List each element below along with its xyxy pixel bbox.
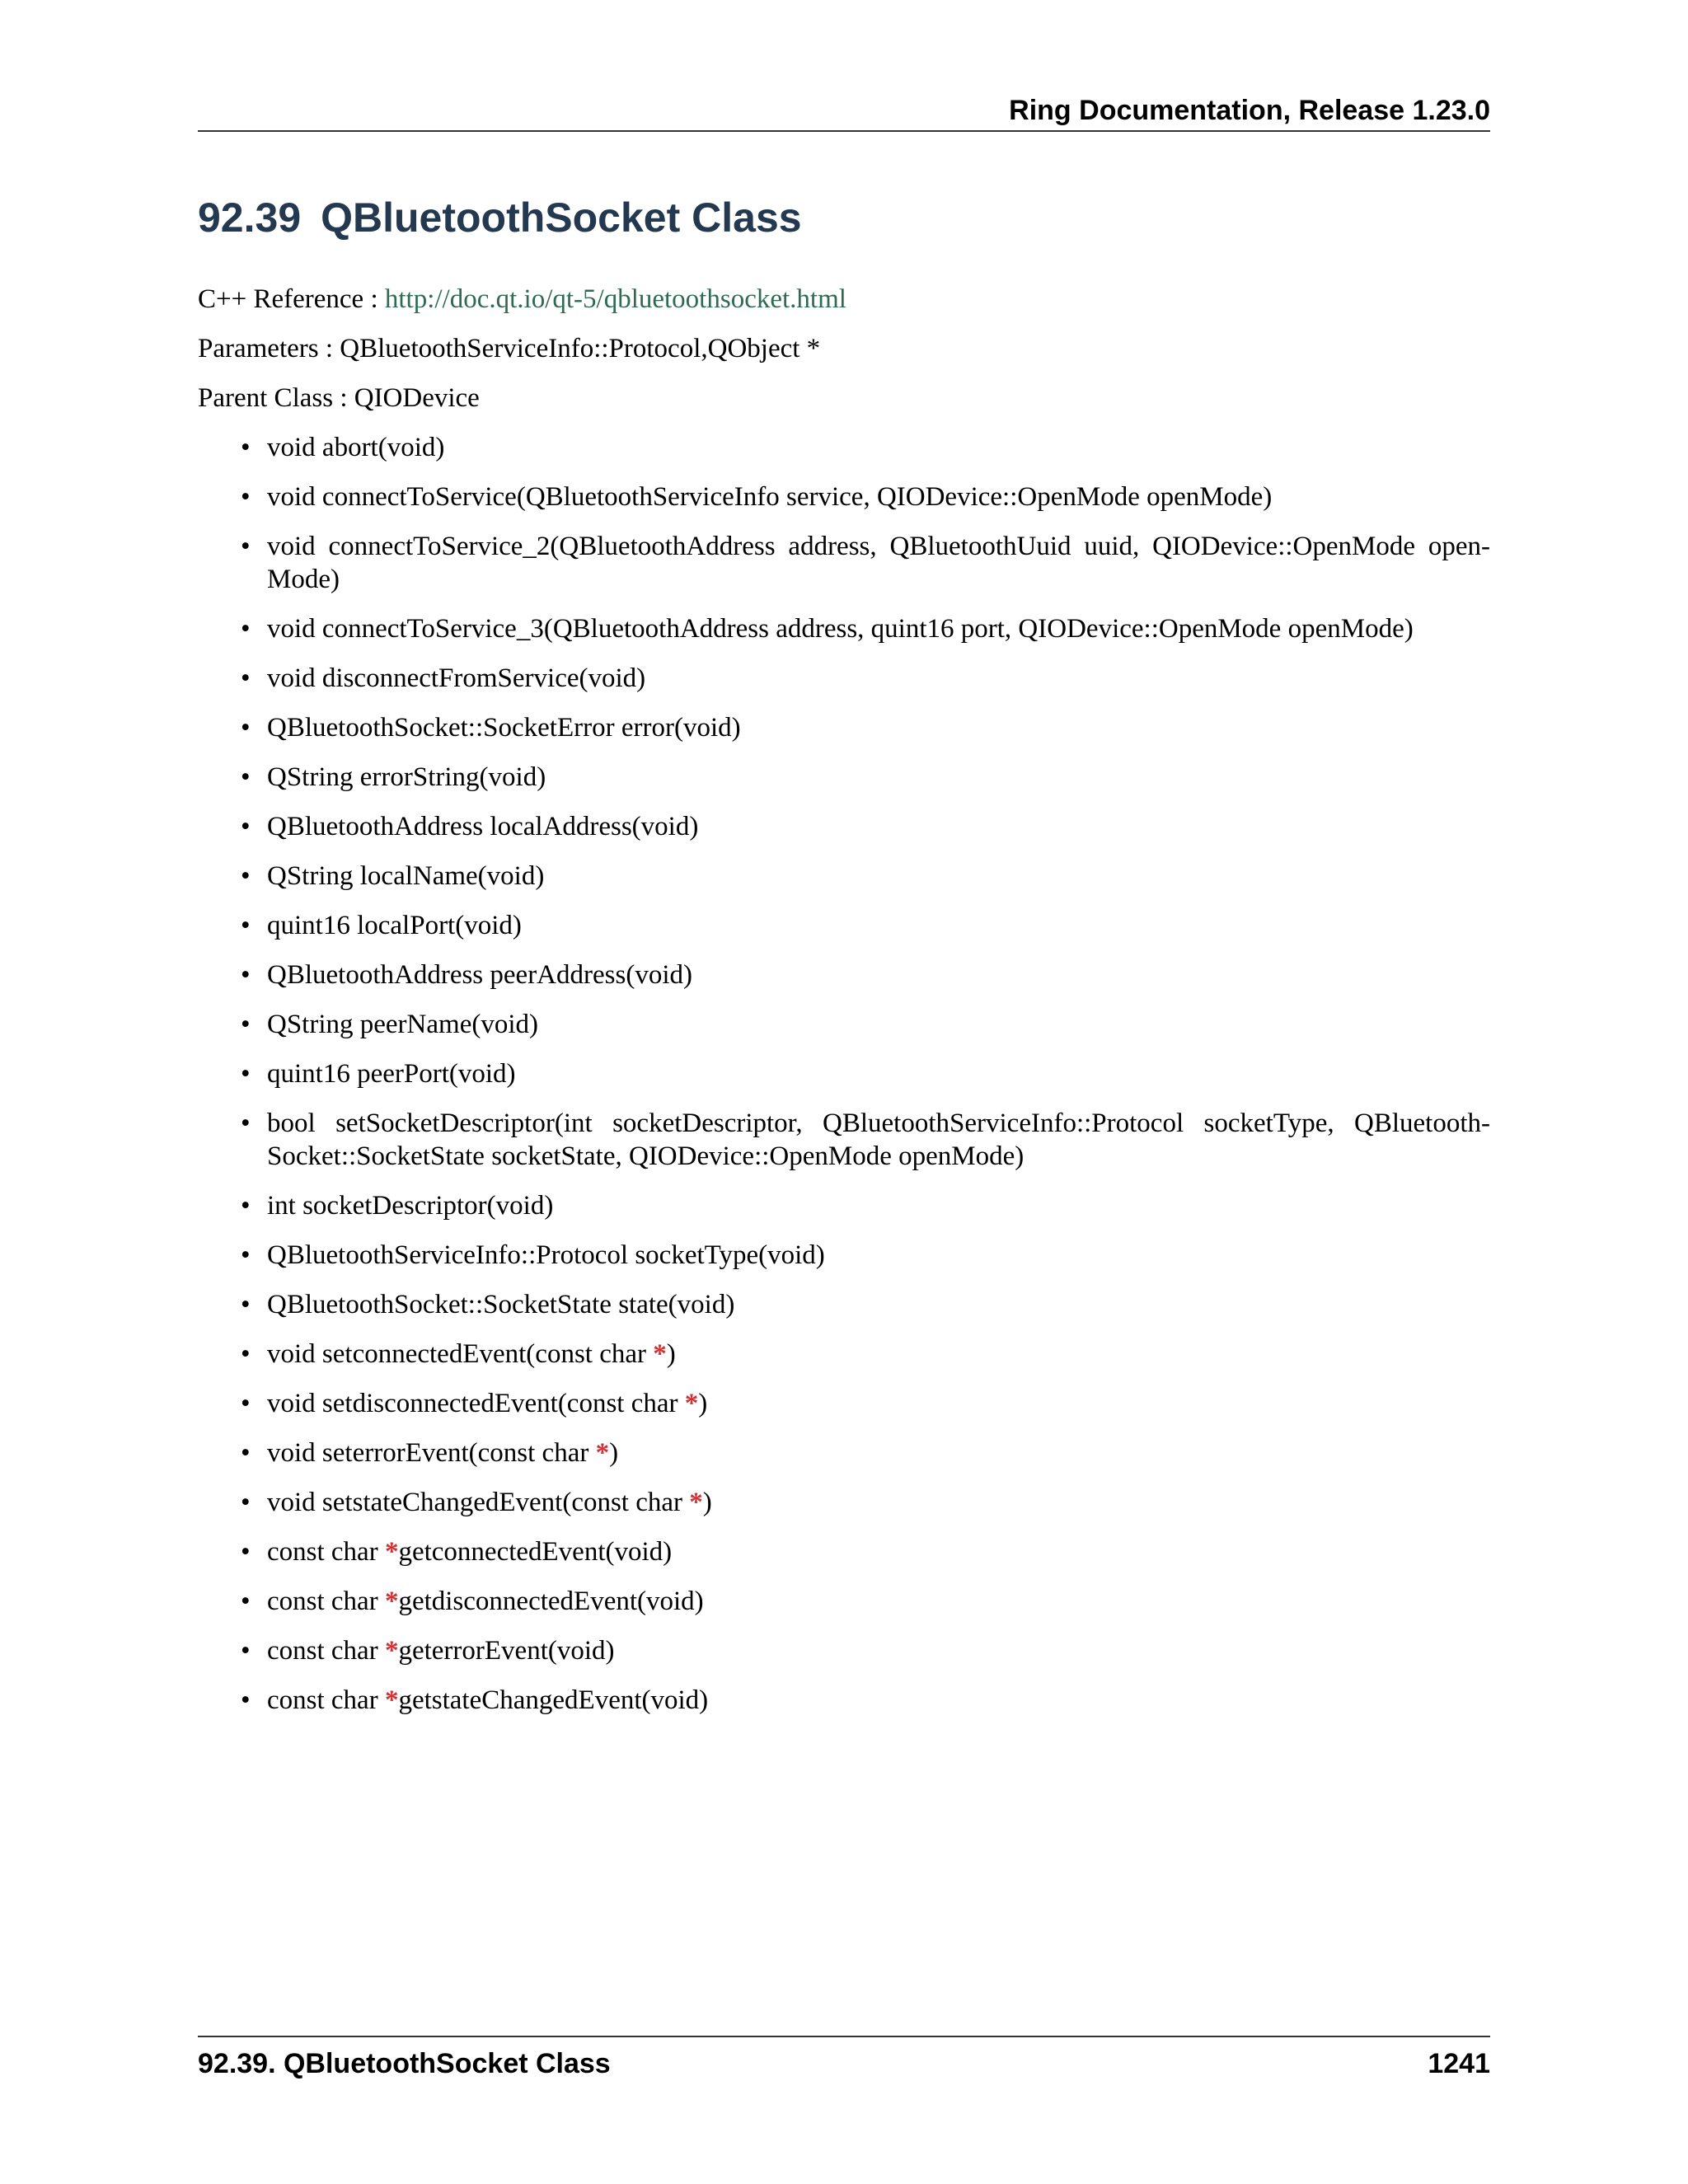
method-item <box>241 431 1490 464</box>
method-signature-tail: getstateChangedEvent(void) <box>398 1685 709 1715</box>
method-item <box>241 1486 1490 1519</box>
method-item <box>241 530 1490 596</box>
bullet-icon: • <box>241 1537 251 1567</box>
method-signature-tail: ) <box>666 1339 676 1369</box>
bullet-icon: • <box>241 433 251 462</box>
method-signature: QString localName(void) <box>267 861 545 891</box>
bullet-icon: • <box>241 1586 251 1616</box>
method-signature: quint16 localPort(void) <box>267 911 522 940</box>
method-signature: void connectToService(QBluetoothServiceInfo service, QIODevice::OpenMode openMode) <box>267 482 1273 512</box>
footer-section-ref: 92.39. QBluetoothSocket Class <box>198 2048 611 2079</box>
method-signature: void setdisconnectedEvent(const char <box>267 1389 685 1418</box>
bullet-icon: • <box>241 1108 251 1138</box>
method-list <box>198 431 1490 1717</box>
footer-page-number: 1241 <box>1428 2048 1490 2079</box>
header-title: Ring Documentation, Release 1.23.0 <box>1009 95 1490 126</box>
method-item <box>241 1189 1490 1222</box>
bullet-icon: • <box>241 1290 251 1319</box>
method-signature: void setconnectedEvent(const char <box>267 1339 654 1369</box>
method-signature: void connectToService_3(QBluetoothAddress address, quint16 port, QIODevice::OpenMode openMode) <box>267 614 1414 644</box>
bullet-icon: • <box>241 1010 251 1039</box>
method-item <box>241 1338 1490 1371</box>
method-signature: const char <box>267 1685 385 1715</box>
method-signature-tail: ) <box>702 1488 712 1517</box>
parameters-label: Parameters : <box>198 334 340 363</box>
method-signature: QBluetoothServiceInfo::Protocol socketType(void) <box>267 1240 825 1270</box>
method-item <box>241 612 1490 645</box>
pointer-asterisk: * <box>595 1438 610 1468</box>
method-signature: void setstateChangedEvent(const char <box>267 1488 690 1517</box>
method-signature-tail: getdisconnectedEvent(void) <box>398 1586 704 1616</box>
method-item <box>241 480 1490 513</box>
bullet-icon: • <box>241 1636 251 1666</box>
bullet-icon: • <box>241 1191 251 1221</box>
method-signature: const char <box>267 1586 385 1616</box>
pointer-asterisk: * <box>684 1389 699 1418</box>
method-item <box>241 860 1490 893</box>
method-signature: QString errorString(void) <box>267 762 546 792</box>
bullet-icon: • <box>241 1685 251 1715</box>
parent-class-value: QIODevice <box>354 383 480 413</box>
method-signature: QBluetoothSocket::SocketError error(void) <box>267 713 741 743</box>
section-heading <box>198 191 802 244</box>
bullet-icon: • <box>241 663 251 693</box>
method-signature: const char <box>267 1537 385 1567</box>
method-item <box>241 1239 1490 1272</box>
bullet-icon: • <box>241 482 251 512</box>
parameters-value: QBluetoothServiceInfo::Protocol,QObject * <box>340 334 821 363</box>
method-signature: const char <box>267 1636 385 1666</box>
cpp-reference <box>198 283 1490 316</box>
method-signature-tail: getconnectedEvent(void) <box>398 1537 673 1567</box>
method-item <box>241 1008 1490 1041</box>
method-signature: quint16 peerPort(void) <box>267 1059 516 1089</box>
method-signature: void connectToService_2(QBluetoothAddress address, QBluetoothUuid uuid, QIODevice::OpenMode open- Mode) <box>267 532 1490 594</box>
pointer-asterisk: * <box>384 1586 399 1616</box>
method-item <box>241 761 1490 794</box>
method-item <box>241 1288 1490 1321</box>
section-title: QBluetoothSocket Class <box>321 194 802 241</box>
method-item <box>241 810 1490 843</box>
pointer-asterisk: * <box>689 1488 703 1517</box>
method-item <box>241 909 1490 942</box>
method-item <box>241 1107 1490 1173</box>
section-number: 92.39 <box>198 194 302 241</box>
bullet-icon: • <box>241 1488 251 1517</box>
method-signature: QBluetoothAddress localAddress(void) <box>267 812 699 841</box>
method-signature-tail: ) <box>698 1389 708 1418</box>
method-item <box>241 1585 1490 1618</box>
bullet-icon: • <box>241 713 251 743</box>
bullet-icon: • <box>241 1389 251 1418</box>
page-header <box>198 91 1490 132</box>
bullet-icon: • <box>241 812 251 841</box>
method-signature: QString peerName(void) <box>267 1010 538 1039</box>
method-item <box>241 1684 1490 1717</box>
bullet-icon: • <box>241 1438 251 1468</box>
method-item <box>241 958 1490 991</box>
bullet-icon: • <box>241 1059 251 1089</box>
method-signature: void seterrorEvent(const char <box>267 1438 596 1468</box>
pointer-asterisk: * <box>384 1636 399 1666</box>
method-item <box>241 1634 1490 1667</box>
pointer-asterisk: * <box>384 1685 399 1715</box>
bullet-icon: • <box>241 861 251 891</box>
bullet-icon: • <box>241 762 251 792</box>
method-signature: QBluetoothSocket::SocketState state(void) <box>267 1290 735 1319</box>
bullet-icon: • <box>241 1240 251 1270</box>
method-item <box>241 1057 1490 1090</box>
cpp-reference-link[interactable]: http://doc.qt.io/qt-5/qbluetoothsocket.html <box>384 284 846 314</box>
parameters <box>198 332 1490 365</box>
method-item <box>241 711 1490 744</box>
document-page <box>198 0 1490 2184</box>
method-signature: void abort(void) <box>267 433 445 462</box>
pointer-asterisk: * <box>384 1537 399 1567</box>
method-signature-tail: ) <box>609 1438 619 1468</box>
method-item <box>241 1436 1490 1469</box>
section-body <box>198 283 1490 1733</box>
bullet-icon: • <box>241 614 251 644</box>
method-signature: void disconnectFromService(void) <box>267 663 646 693</box>
method-signature: int socketDescriptor(void) <box>267 1191 554 1221</box>
page-footer <box>198 2036 1490 2083</box>
method-signature: QBluetoothAddress peerAddress(void) <box>267 960 692 990</box>
pointer-asterisk: * <box>653 1339 667 1369</box>
parent-class-label: Parent Class : <box>198 383 354 413</box>
bullet-icon: • <box>241 1339 251 1369</box>
cpp-reference-label: C++ Reference : <box>198 284 385 314</box>
method-item <box>241 1535 1490 1568</box>
method-item <box>241 1387 1490 1420</box>
bullet-icon: • <box>241 532 251 561</box>
parent-class <box>198 382 1490 415</box>
method-signature: bool setSocketDescriptor(int socketDescriptor, QBluetoothServiceInfo::Protocol socketType, QBluetooth- Socket::SocketState socketState, QIODevice::OpenMode openMode) <box>267 1108 1490 1171</box>
method-item <box>241 662 1490 695</box>
bullet-icon: • <box>241 960 251 990</box>
method-signature-tail: geterrorEvent(void) <box>398 1636 615 1666</box>
bullet-icon: • <box>241 911 251 940</box>
